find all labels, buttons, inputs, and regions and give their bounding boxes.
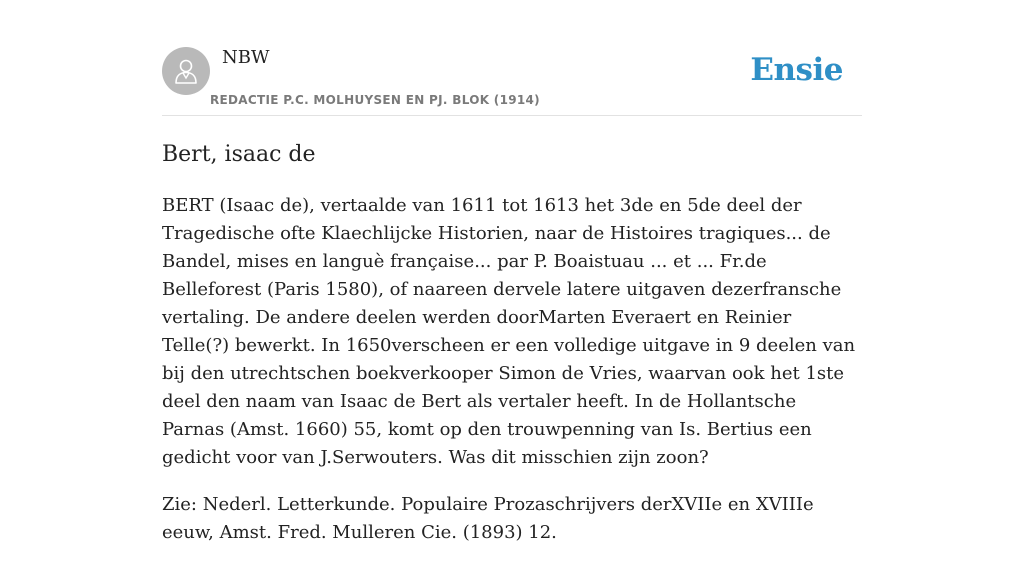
editor-credit: REDACTIE P.C. MOLHUYSEN EN PJ. BLOK (1914) (210, 93, 540, 107)
article-paragraph: Zie: Nederl. Letterkunde. Populaire Prozaschrijvers derXVIIe en XVIIIe eeuw, Amst. Fred. Mulleren Cie. (1893) 12. (162, 494, 814, 543)
article-paragraph: BERT (Isaac de), vertaalde van 1611 tot 1613 het 3de en 5de deel der Tragedische ofte Klaechlijcke Historien, naar de Histoires tragiques... de Bandel, mises en languè française... par P. Boaistuau ... et ... Fr.de Belleforest (Paris 1580), of naareen dervele latere uitgaven dezerfransche vertaling. De andere deelen werden doorMarten Everaert en Reinier Telle(?) bewerkt. In 1650verscheen er een volledige uitgave in 9 deelen van bij den utrechtschen boekverkooper Simon de Vries, waarvan ook het 1ste deel den naam van Isaac de Bert als vertaler heeft. In de Hollantsche Parnas (Amst. 1660) 55, komt op den trouwpenning van Is. Bertius een gedicht voor van J.Serwouters. Was dit misschien zijn zoon? (162, 195, 856, 468)
author-avatar[interactable] (162, 47, 210, 95)
entry-header (162, 47, 862, 116)
article-body (162, 192, 862, 566)
ensie-logo[interactable]: Ensie (750, 52, 843, 88)
article-title: Bert, isaac de (162, 142, 316, 167)
user-icon (173, 57, 199, 85)
author-name[interactable]: NBW (222, 47, 270, 68)
